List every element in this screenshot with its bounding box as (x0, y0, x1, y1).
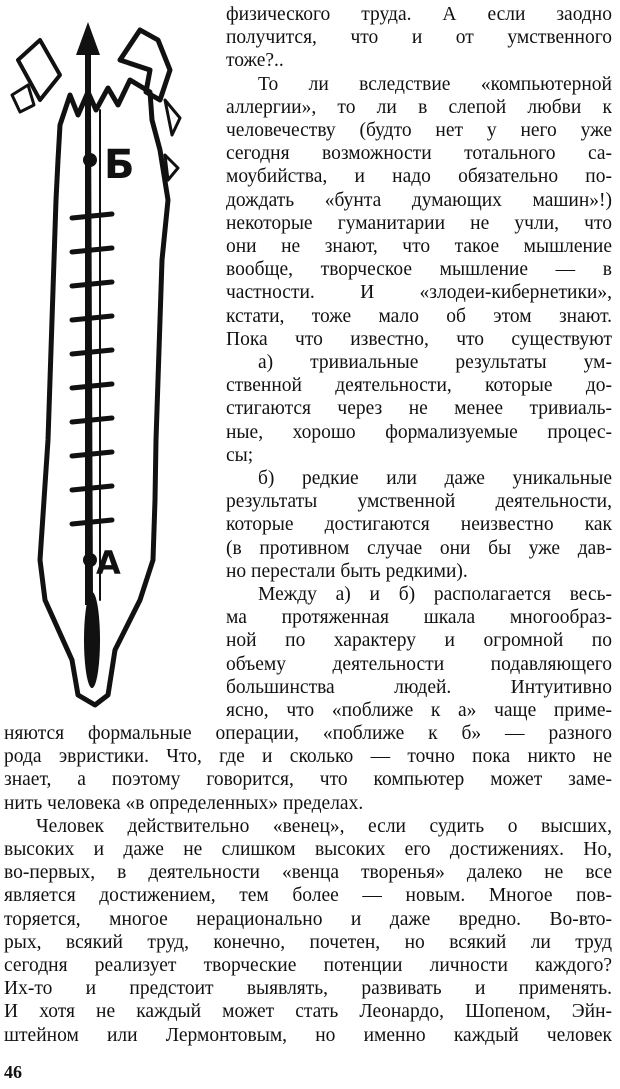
text-column-full (4, 722, 612, 1047)
thermometer-tube (90, 110, 100, 600)
bulb-fill (84, 592, 100, 688)
text-line: Их-то и предстоит выявлять, развивать и применять. (4, 978, 612, 1000)
text-column-right (226, 3, 612, 722)
text-line: няются формальные операции, «поближе к б» — разного (4, 723, 612, 744)
label-a: А (96, 544, 121, 582)
text-line: они не знают, что такое мышление (226, 236, 612, 258)
text-line: Между а) и б) располагается весь- (258, 584, 612, 606)
text-line: рода эвристики. Что, где и сколько — точно пока никто не (4, 746, 612, 768)
text-line: Пока что известно, что существуют (226, 328, 612, 350)
label-b: Б (104, 142, 135, 188)
text-line: тоже?.. (226, 50, 284, 72)
text-line: человечеству (будто нет у него уже (226, 120, 612, 142)
text-line: но перестали быть редкими). (226, 560, 468, 582)
text-line: ной по характеру и огромной по (226, 630, 612, 652)
shard-right-small (165, 155, 178, 180)
text-line: торяется, многое нерационально и даже вредно. Во-вто- (4, 908, 612, 930)
text-line: знает, а поэтому говорится, что компьютер может заме- (4, 769, 612, 791)
text-line: (в противном случае они бы уже дав- (226, 537, 612, 559)
text-line: вообще, творческое мышление — в (226, 259, 612, 281)
text-line: большинства людей. Интуитивно (226, 676, 612, 698)
text-line: является достижением, тем более — новым. Многое пов- (4, 885, 612, 907)
shard-left-2 (12, 85, 34, 112)
page-number: 46 (4, 1062, 22, 1082)
text-line: получится, что и от умственного (226, 27, 612, 49)
text-line: физического труда. А если заодно (226, 4, 612, 25)
text-line: ные, хорошо формализуемые процес- (226, 421, 612, 443)
text-line: штейном или Лермонтовым, но именно каждый человек (4, 1024, 612, 1046)
shard-right (165, 100, 180, 135)
text-line: рых, всякий труд, конечно, почетен, но всякий ли труд (4, 931, 612, 953)
text-line: нить человека «в определенных» пределах. (4, 792, 364, 814)
text-line: результаты умственной деятельности, (226, 491, 612, 513)
text-line: стигаются через не менее тривиаль- (226, 398, 612, 420)
thermometer-illustration (0, 0, 230, 720)
text-line: объему деятельности подавляющего (226, 653, 612, 675)
shard-left-1 (18, 40, 60, 100)
text-line: То ли вследствие «компьютерной (258, 73, 612, 95)
text-line: сегодня возможности тотального са- (226, 143, 612, 165)
text-line: кстати, тоже мало об этом знают. (226, 305, 612, 327)
text-line: И хотя не каждый может стать Леонардо, Шопеном, Эйн- (4, 1001, 612, 1023)
text-line: ясно, что «поближе к а» чаще приме- (226, 700, 612, 722)
text-line: ственной деятельности, которые до- (226, 375, 612, 397)
text-line: а) тривиальные результаты ум- (258, 352, 612, 374)
marker-b-dot (83, 153, 97, 167)
text-line: сы; (226, 444, 254, 466)
text-line: дождать «бунта думающих машин»!) (226, 189, 612, 211)
text-line: Человек действительно «венец», если судить о высших, (36, 815, 612, 837)
text-line: высоких и даже не слишком высоких его достижениях. Но, (4, 839, 612, 861)
text-line: сегодня реализует творческие потенции личности каждого? (4, 955, 612, 977)
text-line: аллергии», то ли в слепой любви к (226, 96, 612, 118)
marker-a-dot (83, 553, 97, 567)
text-line: б) редкие или даже уникальные (258, 468, 612, 490)
text-line: моубийства, и надо обязательно по- (226, 166, 612, 188)
text-line: во-первых, в деятельности «венца творенья» далеко не все (4, 862, 612, 884)
text-line: которые достигаются неизвестно как (226, 514, 612, 536)
text-line: частности. И «злодеи-кибернетики», (226, 282, 612, 304)
text-line: ма протяженная шкала многообраз- (226, 607, 612, 629)
text-line: некоторые гуманитарии не учли, что (226, 212, 612, 234)
